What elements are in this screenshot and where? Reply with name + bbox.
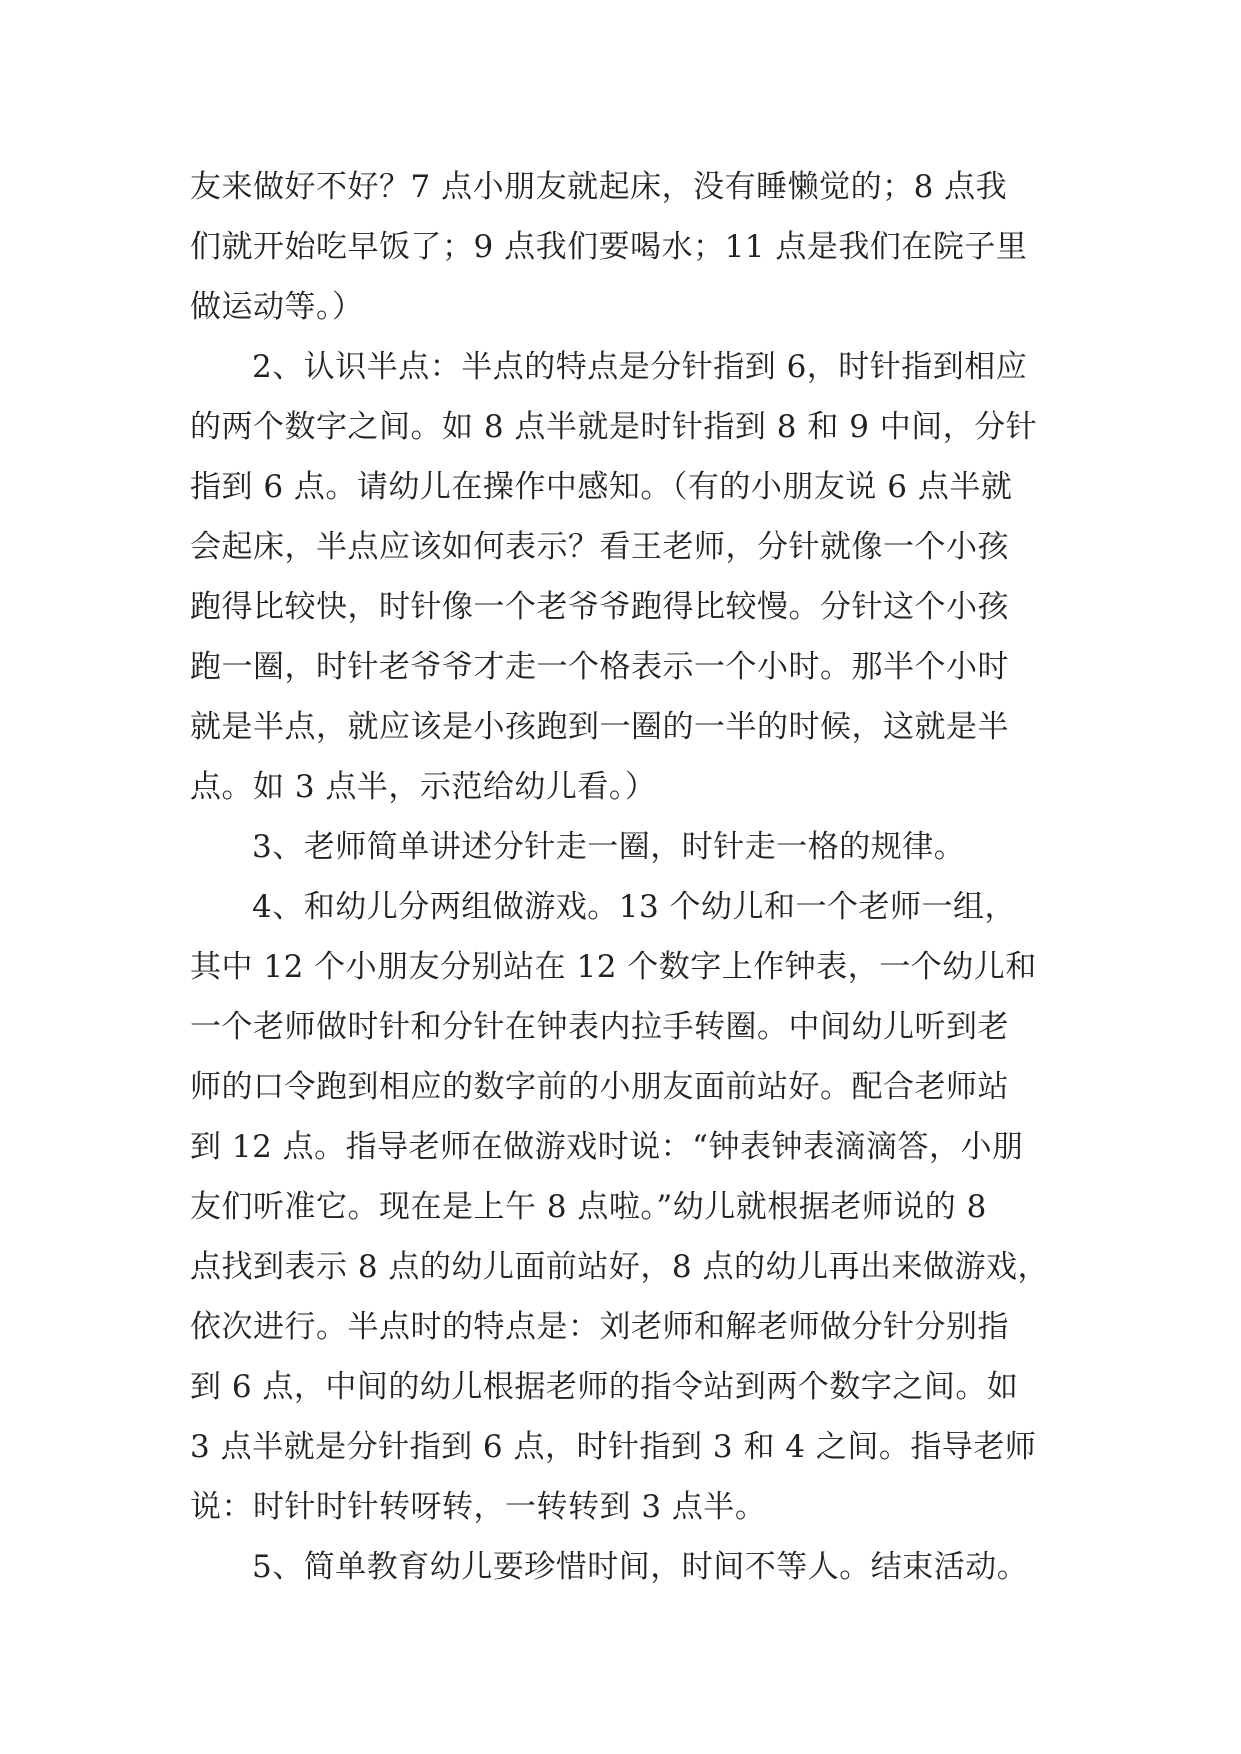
text-line: 一个老师做时针和分针在钟表内拉手转圈。中间幼儿听到老 — [190, 1009, 1009, 1045]
text-line: 其中 12 个小朋友分别站在 12 个数字上作钟表，一个幼儿和 — [190, 949, 1037, 985]
text-line: 指到 6 点。请幼儿在操作中感知。（有的小朋友说 6 点半就 — [190, 469, 1013, 505]
text-line: 就是半点，就应该是小孩跑到一圈的一半的时候，这就是半 — [190, 709, 1009, 745]
paragraph-start-line: 5、简单教育幼儿要珍惜时间，时间不等人。结束活动。 — [252, 1549, 1029, 1585]
text-line: 跑一圈，时针老爷爷才走一个格表示一个小时。那半个小时 — [190, 649, 1009, 685]
text-line: 师的口令跑到相应的数字前的小朋友面前站好。配合老师站 — [190, 1069, 1009, 1105]
paragraph-start-line: 2、认识半点：半点的特点是分针指到 6，时针指到相应 — [252, 349, 1028, 385]
text-line: 3 点半就是分针指到 6 点，时针指到 3 和 4 之间。指导老师 — [190, 1429, 1037, 1465]
text-line: 点找到表示 8 点的幼儿面前站好，8 点的幼儿再出来做游戏， — [190, 1249, 1050, 1285]
text-line: 的两个数字之间。如 8 点半就是时针指到 8 和 9 中间，分针 — [190, 409, 1038, 445]
text-line: 依次进行。半点时的特点是：刘老师和解老师做分针分别指 — [190, 1309, 1009, 1345]
text-line: 到 6 点，中间的幼儿根据老师的指令站到两个数字之间。如 — [190, 1369, 1019, 1405]
paragraph-start-line: 3、老师简单讲述分针走一圈，时针走一格的规律。 — [252, 829, 966, 865]
text-line: 说：时针时针转呀转，一转转到 3 点半。 — [190, 1489, 767, 1525]
text-line: 到 12 点。指导老师在做游戏时说：“钟表钟表滴滴答，小朋 — [190, 1129, 1024, 1165]
text-line: 点。如 3 点半，示范给幼儿看。） — [190, 769, 657, 805]
text-line: 们就开始吃早饭了；9 点我们要喝水；11 点是我们在院子里 — [190, 229, 1028, 265]
paragraph-start-line: 4、和幼儿分两组做游戏。13 个幼儿和一个老师一组， — [252, 889, 1017, 925]
text-line: 会起床，半点应该如何表示？看王老师，分针就像一个小孩 — [190, 529, 1009, 565]
text-line: 友们听准它。现在是上午 8 点啦。”幼儿就根据老师说的 8 — [190, 1189, 987, 1225]
text-line: 做运动等。） — [190, 289, 364, 325]
text-line: 友来做好不好？7 点小朋友就起床，没有睡懒觉的；8 点我 — [190, 169, 1008, 205]
text-line: 跑得比较快，时针像一个老爷爷跑得比较慢。分针这个小孩 — [190, 589, 1009, 625]
